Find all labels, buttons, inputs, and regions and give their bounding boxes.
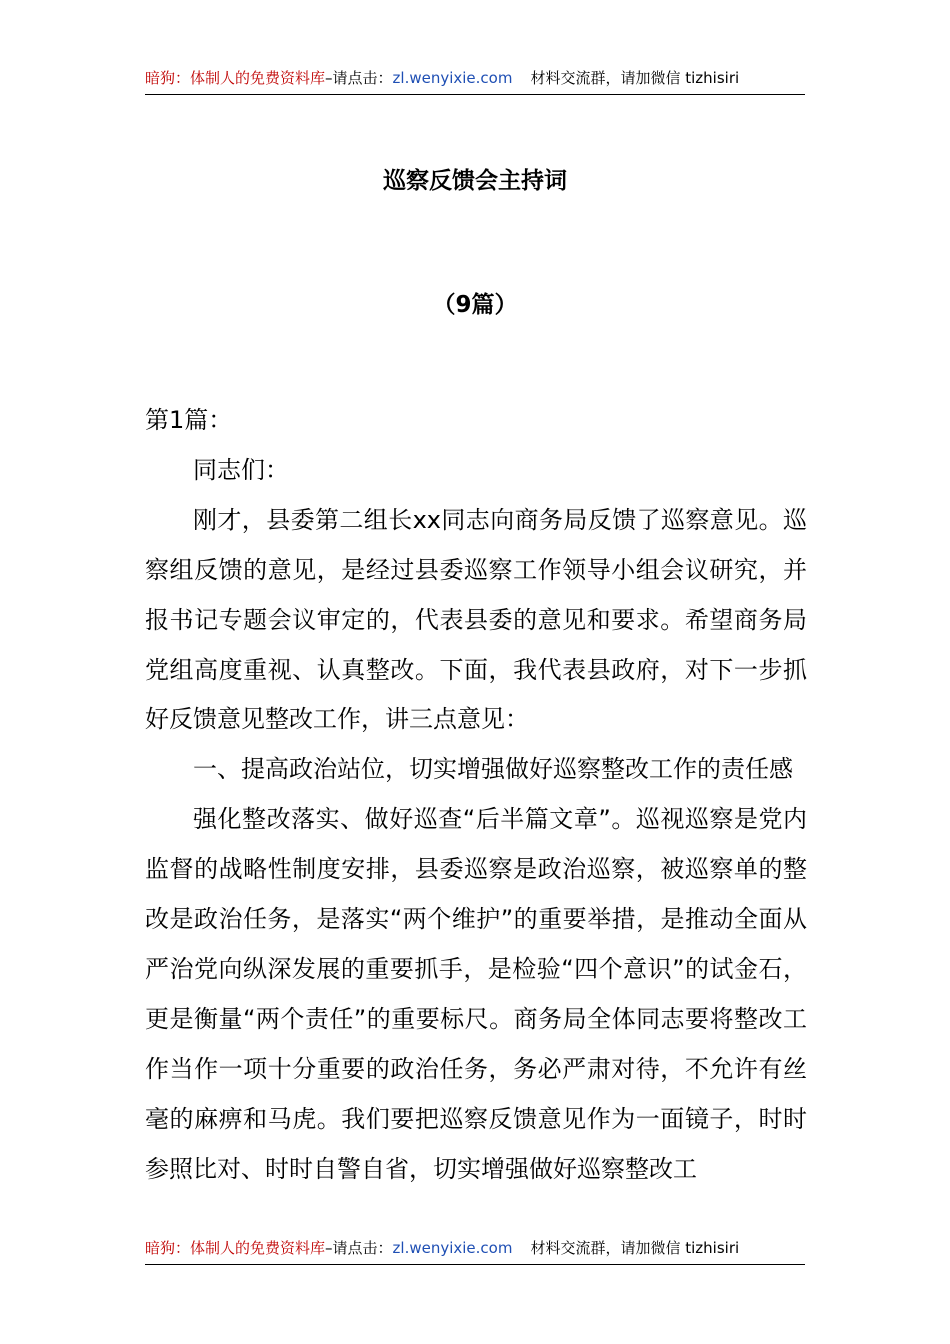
paragraph-body: 强化整改落实、做好巡查“后半篇文章”。巡视巡察是党内监督的战略性制度安排，县委巡察是政治巡察，被巡察单的整改是政治任务，是落实“两个维护”的重要举措，是推动全面从严治党向纵深发展的重要抓手，是检验“四个意识”的试金石，更是衡量“两个责任”的重要标尺。商务局全体同志要将整改工作当作一项十分重要的政治任务，务必严肃对待，不允许有丝毫的麻痹和马虎。我们要把巡察反馈意见作为一面镜子，时时参照比对、时时自警自省，切实增强做好巡察整改工 (145, 805, 807, 1183)
footer-group-text: 材料交流群，请加微信 tizhisiri (530, 1239, 740, 1257)
footer-banner (145, 1236, 805, 1265)
document-title: 巡察反馈会主持词 (383, 168, 567, 194)
header-brand-text: 暗狗：体制人的免费资料库 (145, 69, 326, 87)
paragraph-salutation: 同志们： (193, 455, 289, 484)
header-banner (145, 66, 805, 95)
header-group-text: 材料交流群，请加微信 tizhisiri (530, 69, 740, 87)
document-body (145, 396, 807, 1195)
document-subtitle: （9篇） (432, 292, 518, 318)
header-click-prefix: –请点击： (325, 69, 393, 87)
paragraph-intro: 刚才，县委第二组长xx同志向商务局反馈了巡察意见。巡察组反馈的意见，是经过县委巡察工作领导小组会议研究，并报书记专题会议审定的，代表县委的意见和要求。希望商务局党组高度重视、认真整改。下面，我代表县政府，对下一步抓好反馈意见整改工作，讲三点意见： (145, 505, 807, 734)
footer-site-link[interactable]: zl.wenyixie.com (392, 1239, 513, 1257)
footer-click-prefix: –请点击： (325, 1239, 393, 1257)
footer-brand-text: 暗狗：体制人的免费资料库 (145, 1239, 326, 1257)
header-site-link[interactable]: zl.wenyixie.com (392, 69, 513, 87)
section-label: 第1篇： (145, 406, 233, 434)
paragraph-heading-one: 一、提高政治站位，切实增强做好巡察整改工作的责任感 (193, 755, 793, 784)
